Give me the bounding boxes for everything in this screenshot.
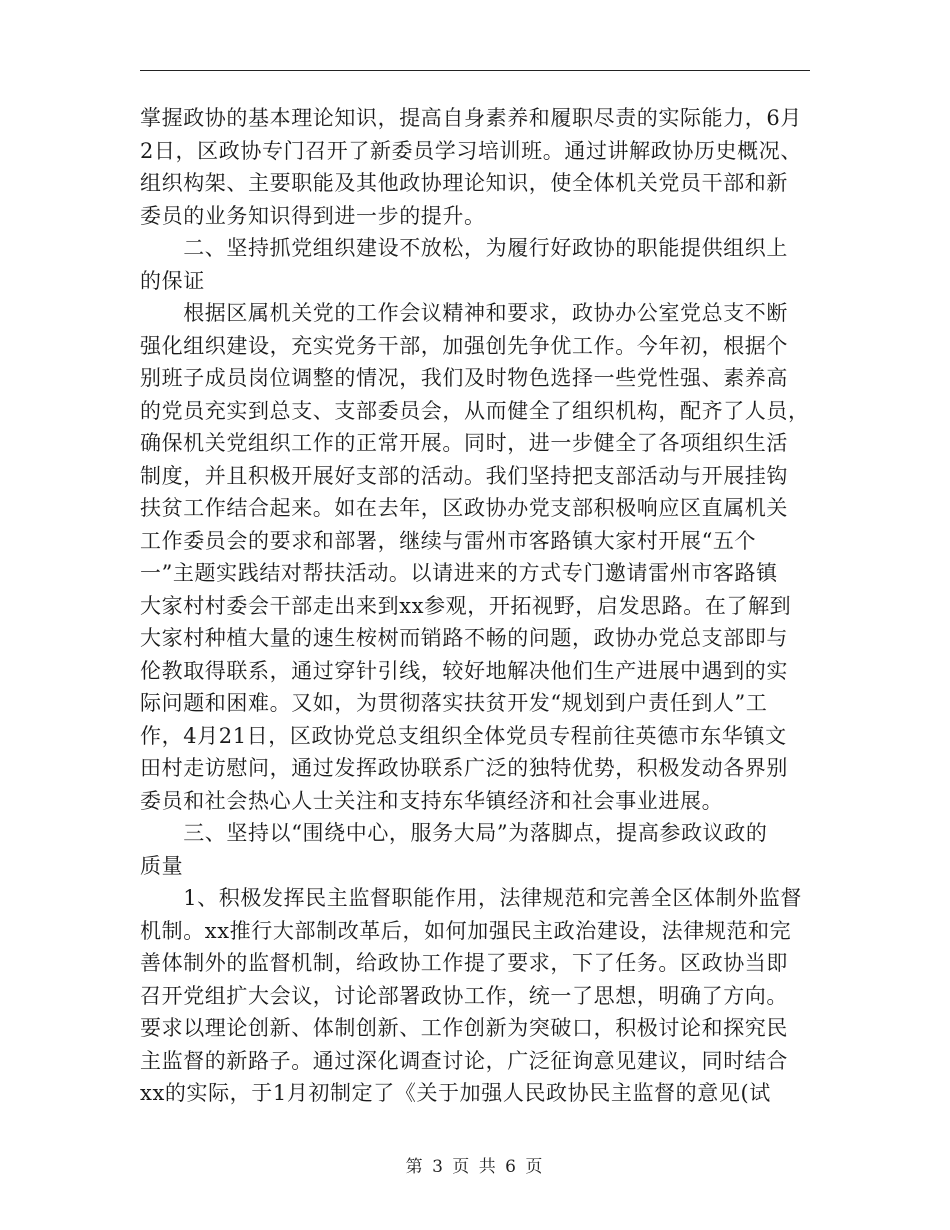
text-line: 要求以理论创新、体制创新、工作创新为突破口，积极讨论和探究民 (140, 1016, 788, 1040)
section-heading-line: 质量 (140, 853, 184, 878)
text-line: 一”主题实践结对帮扶活动。以请进来的方式专门邀请雷州市客路镇 (140, 561, 778, 585)
text-line: 组织构架、主要职能及其他政协理论知识，使全体机关党员干部和新 (140, 171, 788, 195)
text-line: 委员和社会热心人士关注和支持东华镇经济和社会事业进展。 (140, 788, 724, 813)
text-line: 的党员充实到总支、支部委员会，从而健全了组织机构，配齐了人员， (140, 398, 810, 423)
text-line: 善体制外的监督机制，给政协工作提了要求，下了任务。区政协当即 (140, 951, 788, 975)
text-line: 召开党组扩大会议，讨论部署政协工作，统一了思想，明确了方向。 (140, 983, 788, 1008)
text-line: 别班子成员岗位调整的情况，我们及时物色选择一些党性强、素养高 (140, 366, 788, 390)
text-line: 强化组织建设，充实党务干部，加强创先争优工作。今年初，根据个 (140, 333, 788, 358)
text-line: 扶贫工作结合起来。如在去年，区政协办党支部积极响应区直属机关 (140, 496, 788, 520)
text-line: 大家村种植大量的速生桉树而销路不畅的问题，政协办党总支部即与 (140, 626, 788, 650)
text-line: 工作委员会的要求和部署，继续与雷州市客路镇大家村开展“五个 (140, 528, 757, 553)
document-body (140, 102, 820, 1110)
text-line: 1、积极发挥民主监督职能作用，法律规范和完善全区体制外监督 (140, 886, 802, 910)
text-line: 机制。xx推行大部制改革后，如何加强民主政治建设，法律规范和完 (140, 918, 792, 943)
text-line: 际问题和困难。又如，为贯彻落实扶贫开发“规划到户责任到人”工 (140, 691, 768, 715)
section-heading-line: 的保证 (140, 268, 205, 293)
text-line: 根据区属机关党的工作会议精神和要求，政协办公室党总支不断 (140, 301, 788, 325)
text-line: 大家村村委会干部走出来到xx参观，开拓视野，启发思路。在了解到 (140, 593, 792, 618)
text-line: 确保机关党组织工作的正常开展。同时，进一步健全了各项组织生活 (140, 431, 788, 455)
text-line: 主监督的新路子。通过深化调查讨论，广泛征询意见建议，同时结合 (140, 1048, 788, 1073)
text-line: xx的实际，于1月初制定了《关于加强人民政协民主监督的意见(试 (140, 1081, 771, 1105)
page-number: 第 3 页 共 6 页 (405, 1157, 545, 1177)
text-line: 2日，区政协专门召开了新委员学习培训班。通过讲解政协历史概况、 (140, 138, 802, 163)
header-rule (140, 70, 810, 71)
text-line: 伦教取得联系，通过穿针引线，较好地解决他们生产进展中遇到的实 (140, 658, 788, 683)
text-line: 委员的业务知识得到进一步的提升。 (140, 203, 486, 228)
text-line: 制度，并且积极开展好支部的活动。我们坚持把支部活动与开展挂钩 (140, 463, 788, 488)
text-line: 作，4月21日，区政协党总支组织全体党员专程前往英德市东华镇文 (140, 723, 787, 748)
text-line: 掌握政协的基本理论知识，提高自身素养和履职尽责的实际能力，6月 (140, 106, 802, 130)
section-heading-line: 二、坚持抓党组织建设不放松，为履行好政协的职能提供组织上 (140, 236, 788, 260)
text-line: 田村走访慰问，通过发挥政协联系广泛的独特优势，积极发动各界别 (140, 756, 788, 780)
section-heading-line: 三、坚持以“围绕中心，服务大局”为落脚点，提高参政议政的 (140, 821, 768, 845)
